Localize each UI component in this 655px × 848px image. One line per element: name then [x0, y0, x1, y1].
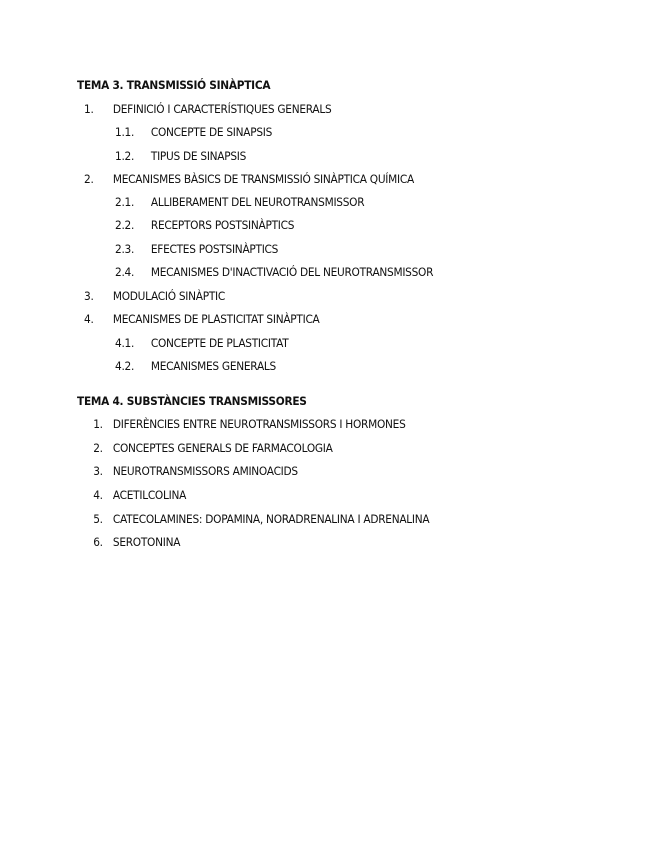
- item-text: EFECTES POSTSINÀPTICS: [150, 242, 279, 256]
- item-number: 3.: [84, 289, 94, 303]
- item-number: 2.2.: [115, 218, 135, 232]
- item-number: 1.1.: [115, 125, 135, 139]
- item-number: 1.: [84, 102, 94, 116]
- item-text: DEFINICIÓ I CARACTERÍSTIQUES GENERALS: [112, 102, 332, 116]
- item-number: 2.1.: [115, 195, 135, 209]
- item-text: NEUROTRANSMISSORS AMINOACIDS: [112, 464, 298, 478]
- item-number: 6.: [93, 535, 103, 549]
- item-text: TIPUS DE SINAPSIS: [150, 149, 247, 163]
- item-text: MECANISMES D'INACTIVACIÓ DEL NEUROTRANSMISSOR: [150, 265, 434, 279]
- item-number: 2.: [84, 172, 94, 186]
- item-number: 4.2.: [115, 359, 135, 373]
- item-text: DIFERÈNCIES ENTRE NEUROTRANSMISSORS I HORMONES: [112, 417, 406, 431]
- item-number: 3.: [93, 464, 103, 478]
- item-number: 2.4.: [115, 265, 135, 279]
- item-text: CONCEPTES GENERALS DE FARMACOLOGIA: [112, 441, 333, 455]
- item-text: CATECOLAMINES: DOPAMINA, NORADRENALINA I ADRENALINA: [112, 512, 430, 526]
- item-number: 4.1.: [115, 336, 135, 350]
- item-text: CONCEPTE DE SINAPSIS: [150, 125, 273, 139]
- item-text: SEROTONINA: [112, 535, 181, 549]
- item-number: 2.3.: [115, 242, 135, 256]
- item-number: 4.: [84, 312, 94, 326]
- item-number: 1.: [93, 417, 103, 431]
- section-title-tema3: TEMA 3. TRANSMISSIÓ SINÀPTICA: [77, 78, 271, 92]
- item-number: 2.: [93, 441, 103, 455]
- item-text: ALLIBERAMENT DEL NEUROTRANSMISSOR: [150, 195, 365, 209]
- item-text: MECANISMES DE PLASTICITAT SINÀPTICA: [112, 312, 320, 326]
- item-text: CONCEPTE DE PLASTICITAT: [150, 336, 289, 350]
- item-text: MECANISMES BÀSICS DE TRANSMISSIÓ SINÀPTICA QUÍMICA: [112, 172, 414, 186]
- item-text: MECANISMES GENERALS: [150, 359, 276, 373]
- item-number: 1.2.: [115, 149, 135, 163]
- item-number: 5.: [93, 512, 103, 526]
- item-text: RECEPTORS POSTSINÀPTICS: [150, 218, 295, 232]
- item-text: ACETILCOLINA: [112, 488, 187, 502]
- section-title-tema4: TEMA 4. SUBSTÀNCIES TRANSMISSORES: [77, 394, 307, 408]
- item-text: MODULACIÓ SINÀPTIC: [112, 289, 225, 303]
- item-number: 4.: [93, 488, 103, 502]
